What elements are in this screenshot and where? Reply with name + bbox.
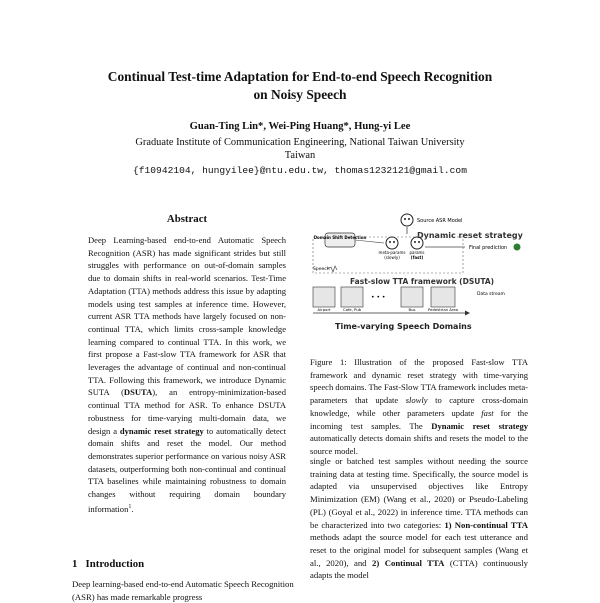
fast-label: (fast) — [410, 255, 424, 260]
abstract-text-1: Deep Learning-based end-to-end Automatic Speech Recognition (ASR) has made significant strides but still struggles with performance on out-of-domain samples due to domain shifts in real-world scenarios. Test-Time Adaptation (TTA) methods address this issue by adapting models using test samples at inference time. However, current ASR TTA methods have largely focused on non-continual TTA, which limits cross-sample knowledge learning compared to continual TTA. In this work, we first propose a Fast-slow TTA framework for ASR that leverages the advantage of continual and non-continual TTA. Following this framework, we introduce Dynamic SUTA ( — [88, 235, 286, 398]
domain-tile-cafe — [341, 287, 363, 307]
emails: {f10942104, hungyilee}@ntu.edu.tw, thomas1232121@gmail.com — [133, 165, 467, 176]
right-column-body — [310, 455, 528, 582]
section-number: 1 — [72, 558, 78, 570]
params-label: params — [409, 250, 425, 255]
abstract-body — [88, 234, 286, 515]
ellipsis: • • • — [371, 294, 386, 301]
affiliation-line-2: Taiwan — [284, 150, 316, 161]
domain-label: Airport — [317, 307, 331, 312]
domain-label: Cafe, Pub — [342, 307, 362, 312]
affiliation — [0, 136, 600, 162]
dsuta-term: DSUTA — [123, 387, 153, 398]
connector-arrow — [355, 240, 384, 243]
body-text-3: (CTTA) continuously adapts the model — [310, 557, 528, 581]
body-text-1: single or batched test samples without needing the source training data at testing time. Specifically, the source model is adapted via unsupervised objectives like Entropy Minimization (EM) (Wang et al., 2020) or Pseudo-Labeling (PL) (Goyal et al., 2022) in inference time. TTA methods can be characterized into two categories: — [310, 456, 528, 530]
check-icon — [514, 244, 521, 251]
arrow-head — [465, 311, 470, 316]
intro-text: Deep learning-based end-to-end Automatic Speech Recognition (ASR) has made remarkable progress — [72, 579, 294, 602]
body-text-2: methods adapt the source model for each test utterance and reset to the original model for subsequent samples (Wang et al., 2020), and — [310, 532, 528, 568]
body-bold-1: 1) Non-continual TTA — [444, 519, 528, 530]
domain-shift-label — [314, 235, 367, 240]
final-prediction-label: Final prediction — [469, 245, 508, 251]
title-line-1: Continual Test-time Adaptation for End-to-end Speech Recognition — [107, 69, 493, 84]
authors: Guan-Ting Lin*, Wei-Ping Huang*, Hung-yi Lee — [189, 121, 411, 132]
caption-text-3: for the incoming test samples. The — [310, 407, 528, 431]
domain-label: Bus — [408, 307, 416, 312]
domain-tile-bus — [401, 287, 423, 307]
abstract-text-3: to automatically detect domain shifts and reset the model. Our method demonstrates superior performance on various noisy ASR datasets, outperforming both non-continual and continual TTA baselines while maintaining robustness to domain changes without requiring domain boundary information — [88, 425, 286, 514]
caption-fast: fast — [481, 407, 494, 418]
dynamic-reset-label: Dynamic reset strategy — [417, 231, 523, 240]
caption-drs: Dynamic reset strategy — [431, 420, 528, 431]
intro-body — [72, 578, 302, 603]
framework-label: Fast-slow TTA framework (DSUTA) — [350, 277, 495, 286]
figure-caption — [310, 356, 528, 458]
figure-1 — [305, 207, 530, 352]
paper-title — [0, 68, 600, 104]
caption-text-4: automatically detects domain shifts and resets the model to the source model. — [310, 433, 528, 456]
caption-text-1: Figure 1: Illustration of the proposed Fast-slow TTA framework and dynamic reset strategy with time-varying speech domains. The Fast-Slow TTA framework includes meta-parameters that update — [310, 357, 528, 406]
domain-shift-text: Domain Shift Detection — [313, 235, 367, 240]
title-line-2: on Noisy Speech — [253, 87, 347, 102]
section-title: Introduction — [85, 558, 145, 570]
section-heading — [72, 558, 144, 570]
footnote-mark[interactable]: 1 — [128, 503, 132, 510]
affiliation-line-1: Graduate Institute of Communication Engineering, National Taiwan University — [135, 137, 465, 148]
abstract-heading: Abstract — [166, 213, 208, 225]
source-model-icon — [401, 214, 413, 226]
abstract-text-end: . — [131, 503, 134, 514]
source-model-label: Source ASR Model — [417, 218, 463, 224]
caption-text-2: to capture cross-domain knowledge, while other parameters update — [310, 395, 528, 418]
data-stream-label: Data stream — [477, 292, 505, 297]
meta-params-label: meta-params — [378, 250, 406, 255]
slowly-label: (slowly) — [384, 255, 400, 260]
meta-params-icon — [386, 237, 398, 249]
time-varying-label: Time-varying Speech Domains — [335, 322, 472, 331]
domain-tile-airport — [313, 287, 335, 307]
domain-label: Pedestrian Area — [428, 307, 458, 312]
body-bold-2: 2) Continual TTA — [372, 557, 445, 568]
caption-slowly: slowly — [405, 395, 428, 406]
speech-label: Speech — [313, 267, 330, 272]
abstract-text-2: ), an entropy-minimization-based continual TTA method for ASR. To enhance DSUTA robustness for time-varying multi-domain data, we design a — [88, 387, 286, 436]
domain-tile-pedestrian — [431, 287, 455, 307]
dynamic-reset-term: dynamic reset strategy — [119, 425, 204, 436]
